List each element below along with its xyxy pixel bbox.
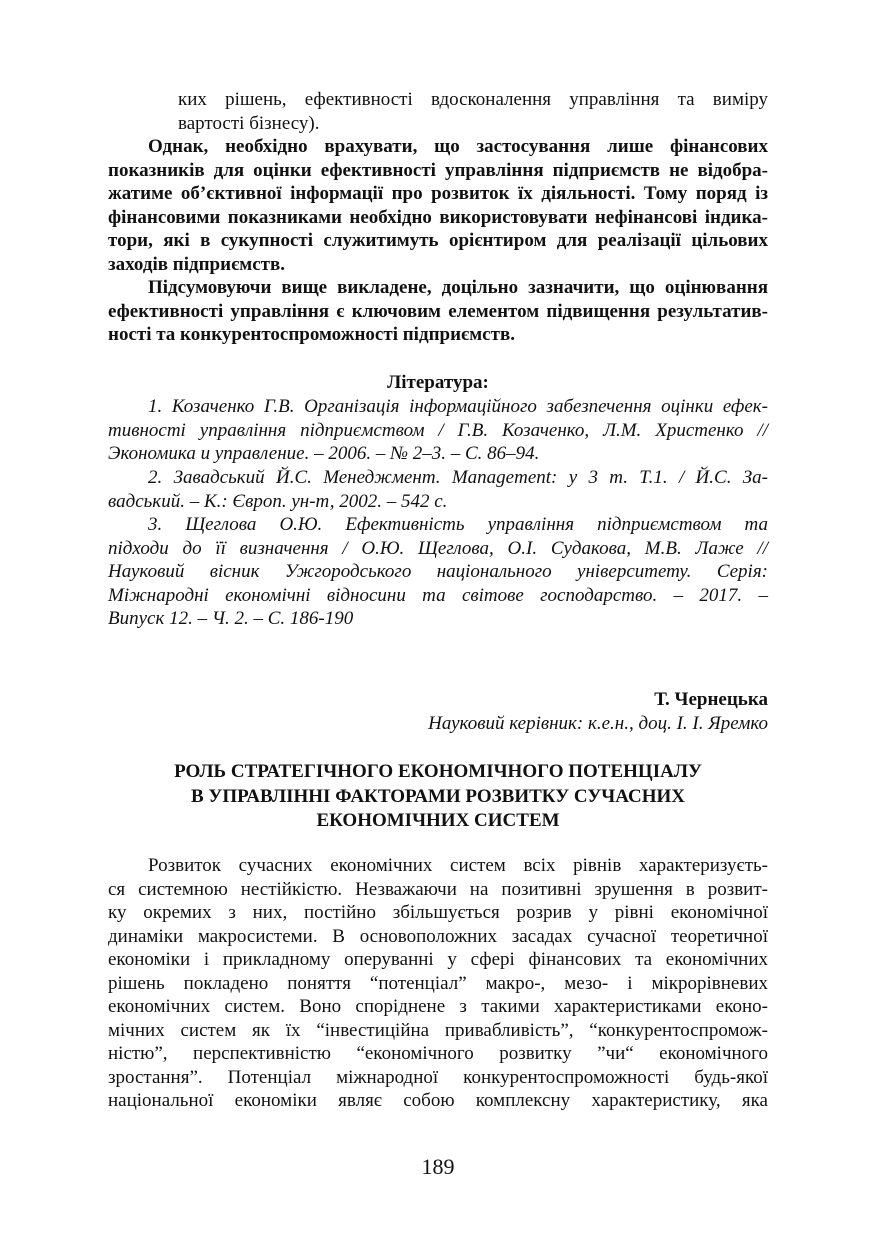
text-line: 1. Козаченко Г.В. Організація інформаційного забезпечення оцінки ефек- xyxy=(148,396,768,417)
text-line: тивності управління підприємством / Г.В. Козаченко, Л.М. Христенко // xyxy=(108,419,768,441)
text-line: ких рішень, ефективності вдосконалення управління та виміру xyxy=(178,89,768,110)
text-line: мічних систем як їх “інвестиційна привабливість”, “конкурентоспромож- xyxy=(108,1019,768,1041)
text-line: Підсумовуючи вище викладене, доцільно зазначити, що оцінювання xyxy=(148,277,768,298)
text-line: 2. Завадський Й.С. Менеджмент. Management: у 3 т. Т.1. / Й.С. За- xyxy=(148,467,768,488)
author-name: Т. Чернецька xyxy=(654,689,768,710)
references-heading: Література: xyxy=(387,372,489,393)
text-line: Науковий вісник Ужгородського національного університету. Серія: xyxy=(108,561,768,582)
supervisor-line: Науковий керівник: к.е.н., доц. І. І. Яремко xyxy=(428,713,768,734)
article-title xyxy=(108,760,768,834)
continued-list-item xyxy=(108,88,768,135)
title-line: РОЛЬ СТРАТЕГІЧНОГО ЕКОНОМІЧНОГО ПОТЕНЦІАЛУ xyxy=(174,761,702,782)
text-line: фінансовими показниками необхідно використовувати нефінансові індика- xyxy=(108,206,768,228)
text-line: ністю”, перспективністю “економічного розвитку ”чи“ економічного xyxy=(108,1043,768,1064)
text-line: економіки і прикладному оперуванні у сфері фінансових та економічних xyxy=(108,949,768,970)
text-line: зростання”. Потенціал міжнародної конкурентоспроможності будь-якої xyxy=(108,1066,768,1088)
text-line: Розвиток сучасних економічних систем всіх рівнів характеризуєть- xyxy=(148,855,768,876)
article-body xyxy=(108,854,768,1113)
reference-item-1 xyxy=(108,395,768,466)
text-line: Однак, необхідно врахувати, що застосування лише фінансових xyxy=(148,136,768,157)
title-line: В УПРАВЛІННІ ФАКТОРАМИ РОЗВИТКУ СУЧАСНИХ xyxy=(190,785,686,807)
text-line: Випуск 12. – Ч. 2. – С. 186-190 xyxy=(108,608,354,629)
text-line: підходи до її визначення / О.Ю. Щеглова, О.І. Судакова, М.В. Лаже // xyxy=(108,537,768,559)
reference-item-2 xyxy=(108,466,768,513)
text-line: динаміки макросистеми. В основоположних засадах сучасної теоретичної xyxy=(108,925,768,947)
page-number: 189 xyxy=(421,1154,455,1179)
text-line: жатиме об’єктивної інформації про розвиток їх діяльності. Тому поряд із xyxy=(108,183,768,204)
text-line: вадський. – К.: Європ. ун-т, 2002. – 542 с. xyxy=(108,490,448,512)
text-line: ефективності управління є ключовим елементом підвищення результатив- xyxy=(108,300,768,322)
text-line: вартості бізнесу). xyxy=(178,112,320,134)
text-line: економічних систем. Воно споріднене з такими характеристиками еконо- xyxy=(108,996,768,1017)
text-line: ності та конкурентоспроможності підприємств. xyxy=(108,324,515,345)
text-line: ку окремих з них, постійно збільшується розрив у рівні економічної xyxy=(108,902,768,923)
text-line: національної економіки являє собою комплексну характеристику, яка xyxy=(108,1090,768,1111)
text-line: Экономика и управление. – 2006. – № 2–3. – С. 86–94. xyxy=(108,443,540,464)
text-line: Міжнародні економічні відносини та світове господарство. – 2017. – xyxy=(108,584,768,606)
text-line: заходів підприємств. xyxy=(108,253,285,275)
text-line: тори, які в сукупності служитимуть орієнтиром для реалізації цільових xyxy=(108,230,768,251)
paragraph-financial-indicators xyxy=(108,135,768,276)
text-line: ся системною нестійкістю. Незважаючи на позитивні зрушення в розвит- xyxy=(108,878,768,900)
reference-item-3 xyxy=(108,513,768,631)
text-line: показників для оцінки ефективності управління підприємств не відобра- xyxy=(108,159,768,181)
text-line: 3. Щеглова О.Ю. Ефективність управління підприємством та xyxy=(148,514,768,535)
document-page xyxy=(108,0,768,1240)
text-line: рішень покладено поняття “потенціал” макро-, мезо- і мікрорівневих xyxy=(108,972,768,994)
paragraph-conclusion xyxy=(108,276,768,347)
title-line: ЕКОНОМІЧНИХ СИСТЕМ xyxy=(316,810,560,831)
